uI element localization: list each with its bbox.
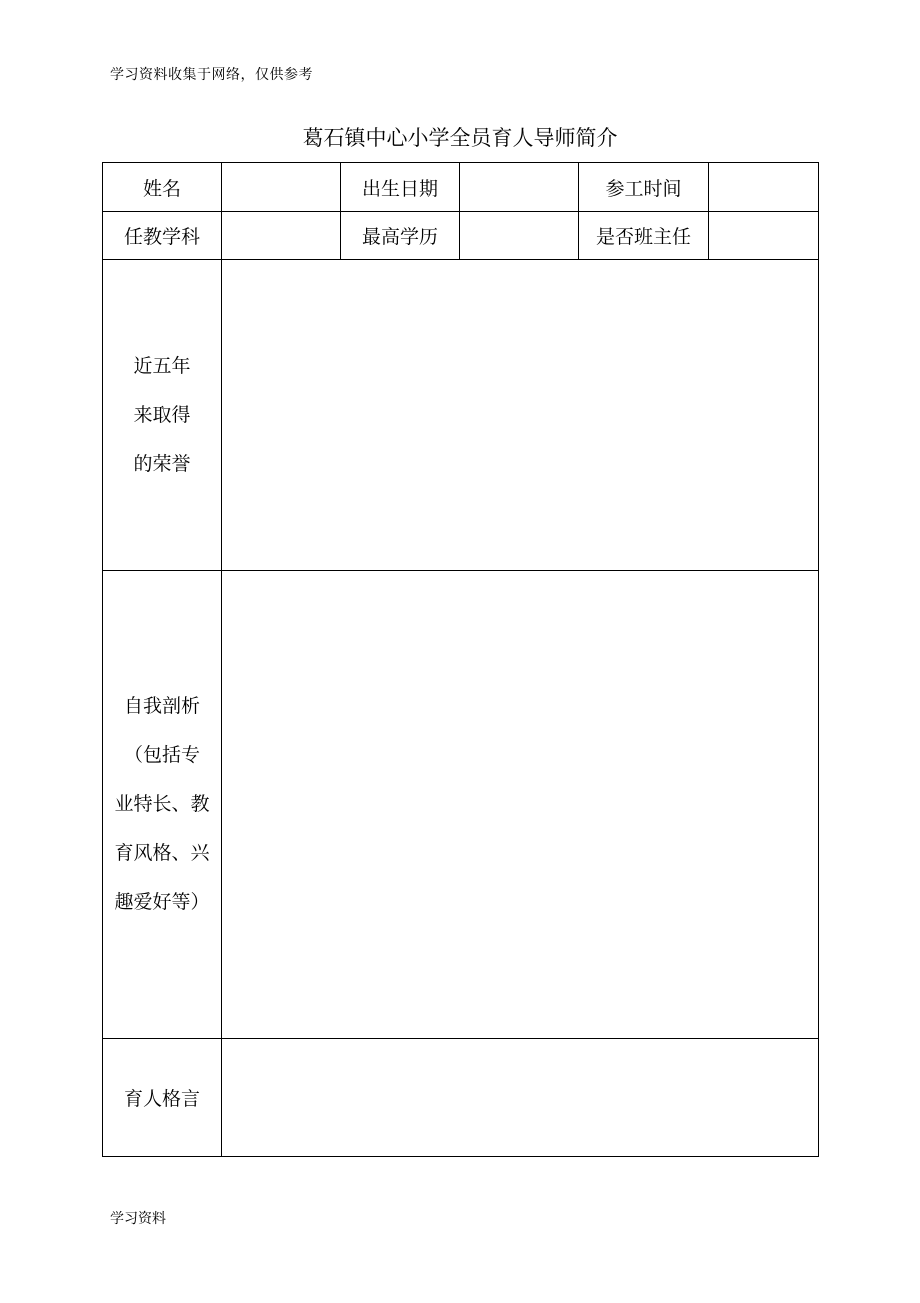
- motto-field[interactable]: [222, 1039, 819, 1157]
- form-row-basic-1: [103, 163, 819, 212]
- name-label: 姓名: [103, 163, 222, 212]
- header-note: 学习资料收集于网络，仅供参考: [110, 67, 313, 83]
- honors-label-line: 的荣誉: [133, 452, 191, 475]
- footer-note: 学习资料: [110, 1211, 166, 1227]
- page-title: 葛石镇中心小学全员育人导师简介: [302, 126, 618, 150]
- education-field[interactable]: [460, 212, 579, 260]
- education-label: 最高学历: [341, 212, 460, 260]
- honors-label-line: 近五年: [133, 354, 191, 377]
- honors-label-line: 来取得: [133, 403, 191, 426]
- homeroom-label: 是否班主任: [579, 212, 709, 260]
- birth-date-label: 出生日期: [341, 163, 460, 212]
- self-analysis-label-line: （包括专: [123, 744, 200, 766]
- self-analysis-label-line: 育风格、兴: [114, 842, 210, 864]
- motto-label: 育人格言: [103, 1039, 222, 1157]
- self-analysis-label-line: 业特长、教: [114, 793, 210, 815]
- form-row-motto: [103, 1039, 819, 1157]
- self-analysis-label-line: 趣爱好等）: [114, 891, 210, 913]
- work-start-field[interactable]: [709, 163, 819, 212]
- self-analysis-label: [103, 571, 222, 1039]
- honors-field[interactable]: [222, 260, 819, 571]
- self-analysis-field[interactable]: [222, 571, 819, 1039]
- form-row-self-analysis: [103, 571, 819, 1039]
- work-start-label: 参工时间: [579, 163, 709, 212]
- honors-label: [103, 260, 222, 571]
- self-analysis-label-line: 自我剖析: [123, 695, 200, 717]
- subject-field[interactable]: [222, 212, 341, 260]
- homeroom-field[interactable]: [709, 212, 819, 260]
- name-field[interactable]: [222, 163, 341, 212]
- mentor-profile-form: [102, 162, 819, 1157]
- subject-label: 任教学科: [103, 212, 222, 260]
- form-row-honors: [103, 260, 819, 571]
- birth-date-field[interactable]: [460, 163, 579, 212]
- form-row-basic-2: [103, 212, 819, 260]
